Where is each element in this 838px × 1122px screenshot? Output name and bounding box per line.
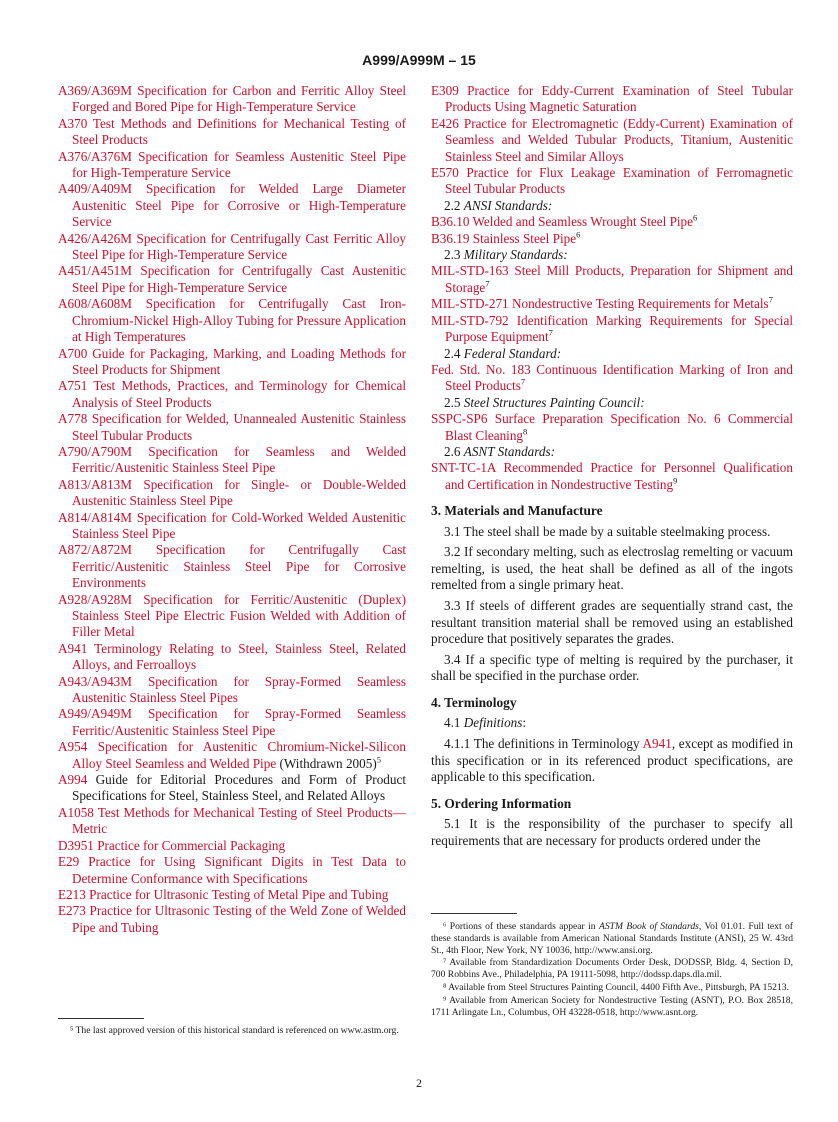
reference-entry bbox=[431, 263, 793, 296]
reference-title[interactable]: Specification for Welded Large Diameter Austenitic Steel Pipe for Corrosive or High-Temperature Service bbox=[72, 181, 406, 230]
federal-reference-list bbox=[431, 362, 793, 395]
reference-entry bbox=[58, 510, 406, 543]
reference-entry bbox=[431, 116, 793, 165]
reference-code-e570[interactable]: E570 bbox=[431, 165, 459, 181]
reference-title[interactable]: Stainless Steel Pipe bbox=[472, 230, 577, 246]
reference-code-a790-a790m[interactable]: A790/A790M bbox=[58, 443, 132, 459]
paragraph-3-2: 3.2 If secondary melting, such as electroslag remelting or vacuum remelting, is used, the heat shall be defined as all of the ingots remelted from a single primary heat. bbox=[431, 544, 793, 593]
reference-code-a370[interactable]: A370 bbox=[58, 115, 88, 131]
reference-code-a941[interactable]: A941 bbox=[58, 640, 88, 656]
footnote-left bbox=[58, 1025, 406, 1038]
footnote-marker[interactable]: 5 bbox=[376, 754, 381, 765]
reference-entry bbox=[58, 903, 406, 936]
reference-title[interactable]: Surface Preparation Specification No. 6 Commercial Blast Cleaning bbox=[445, 411, 794, 443]
military-reference-list bbox=[431, 263, 793, 345]
reference-entry bbox=[431, 411, 793, 444]
reference-title[interactable]: Specification for Single- or Double-Welded Austenitic Stainless Steel Pipe bbox=[72, 476, 406, 509]
footnote-marker[interactable]: 7 bbox=[768, 294, 773, 305]
paragraph-3-1: 3.1 The steel shall be made by a suitable steelmaking process. bbox=[444, 523, 771, 539]
reference-entry bbox=[58, 887, 406, 903]
reference-code-a376-a376m[interactable]: A376/A376M bbox=[58, 148, 132, 164]
reference-link-a941[interactable]: A941 bbox=[642, 735, 672, 751]
reference-entry bbox=[58, 149, 406, 182]
reference-entry bbox=[58, 444, 406, 477]
reference-entry bbox=[58, 542, 406, 591]
footnote-8: ⁸ Available from Steel Structures Painting Council, 4400 Fifth Ave., Pittsburgh, PA 15213. bbox=[443, 981, 789, 993]
reference-code-a778[interactable]: A778 bbox=[58, 411, 88, 427]
reference-code-a813-a813m[interactable]: A813/A813M bbox=[58, 476, 132, 492]
reference-title[interactable]: Practice for Ultrasonic Testing of the Weld Zone of Welded Pipe and Tubing bbox=[72, 903, 406, 935]
page-number: 2 bbox=[416, 1076, 422, 1090]
footnote-marker[interactable]: 6 bbox=[576, 229, 581, 240]
reference-title[interactable]: Nondestructive Testing Requirements for Metals bbox=[511, 296, 769, 312]
right-reference-list bbox=[431, 83, 793, 198]
reference-title[interactable]: Specification for Ferritic/Austenitic (Duplex) Stainless Steel Pipe Electric Fusion Welded with Addition of Filler Metal bbox=[72, 591, 406, 640]
reference-title[interactable]: Welded and Seamless Wrought Steel Pipe bbox=[472, 214, 694, 230]
subsection-heading-ansi: 2.2 ANSI Standards: bbox=[444, 197, 553, 213]
sspc-reference-list bbox=[431, 411, 793, 444]
reference-code-e309[interactable]: E309 bbox=[431, 83, 459, 98]
reference-title[interactable]: Specification for Seamless and Welded Ferritic/Austenitic Stainless Steel Pipe bbox=[72, 443, 406, 476]
paragraph-3-3: 3.3 If steels of different grades are sequentially strand cast, the resultant transition material shall be removed using an established procedure that positively separates the grades. bbox=[431, 597, 793, 647]
left-column bbox=[58, 83, 406, 936]
reference-entry bbox=[58, 641, 406, 674]
reference-title[interactable]: Practice for Flux Leakage Examination of Ferromagnetic Steel Tubular Products bbox=[445, 165, 793, 197]
reference-title[interactable]: Continuous Identification Marking of Iron and Steel Products bbox=[445, 361, 793, 394]
reference-code-mil-std-163[interactable]: MIL-STD-163 bbox=[431, 263, 509, 279]
section-heading-terminology: 4. Terminology bbox=[431, 694, 517, 710]
reference-title[interactable]: Practice for Ultrasonic Testing of Metal Pipe and Tubing bbox=[89, 886, 389, 902]
reference-entry bbox=[58, 592, 406, 641]
reference-entry bbox=[58, 674, 406, 707]
reference-code-mil-std-271[interactable]: MIL-STD-271 bbox=[431, 296, 509, 312]
reference-title[interactable]: Test Methods for Mechanical Testing of Steel Products—Metric bbox=[72, 804, 406, 837]
reference-title[interactable]: Specification for Welded, Unannealed Austenitic Stainless Steel Tubular Products bbox=[72, 411, 406, 443]
reference-code-a814-a814m[interactable]: A814/A814M bbox=[58, 509, 132, 525]
reference-title[interactable]: Practice for Electromagnetic (Eddy-Current) Examination of Seamless and Welded Tubular Products, Titanium, Austenitic Stainless Steel and Similar Alloys bbox=[445, 115, 794, 164]
reference-title[interactable]: Test Methods, Practices, and Terminology for Chemical Analysis of Steel Products bbox=[72, 378, 407, 410]
reference-title[interactable]: Specification for Centrifugally Cast Ferritic/Austenitic Stainless Steel Pipe for Corrosive Environments bbox=[72, 542, 407, 591]
footnote-7: ⁷ Available from Standardization Documents Order Desk, DODSSP, Bldg. 4, Section D, 700 Robbins Ave., Philadelphia, PA 19111-5098, http://dodssp.daps.dla.mil. bbox=[431, 957, 793, 981]
reference-title: Guide for Editorial Procedures and Form of Product Specifications for Steel, Stainless Steel, and Related Alloys bbox=[72, 772, 407, 804]
paragraph-4-1: 4.1 Definitions: bbox=[444, 715, 527, 731]
reference-entry bbox=[431, 296, 793, 312]
paragraph-5-1: 5.1 It is the responsibility of the purchaser to specify all requirements that are necessary for products ordered under the bbox=[431, 816, 793, 848]
reference-code-e273[interactable]: E273 bbox=[58, 903, 86, 919]
reference-code-a994[interactable]: A994 bbox=[58, 772, 88, 788]
reference-entry bbox=[58, 181, 406, 230]
reference-code-d3951[interactable]: D3951 bbox=[58, 837, 94, 853]
reference-entry bbox=[431, 231, 793, 247]
reference-entry bbox=[58, 706, 406, 739]
subsection-heading-federal: 2.4 Federal Standard: bbox=[444, 345, 562, 361]
reference-title[interactable]: Recommended Practice for Personnel Qualification and Certification in Nondestructive Testing bbox=[445, 460, 793, 492]
reference-entry bbox=[58, 83, 406, 116]
reference-code-a608-a608m[interactable]: A608/A608M bbox=[58, 296, 132, 312]
footnote-marker[interactable]: 6 bbox=[693, 212, 698, 223]
reference-title[interactable]: Specification for Carbon and Ferritic Alloy Steel Forged and Bored Pipe for High-Temperature Service bbox=[72, 83, 407, 115]
reference-entry bbox=[58, 739, 406, 772]
reference-code-a751[interactable]: A751 bbox=[58, 378, 88, 394]
asnt-reference-list bbox=[431, 460, 793, 493]
footnote-5: ⁵ The last approved version of this historical standard is referenced on www.astm.org. bbox=[70, 1025, 399, 1036]
reference-entry bbox=[58, 854, 406, 887]
reference-code-a451-a451m[interactable]: A451/A451M bbox=[58, 263, 132, 279]
reference-entry bbox=[431, 460, 793, 493]
reference-code-a954[interactable]: A954 bbox=[58, 739, 88, 755]
reference-title[interactable]: Specification for Centrifugally Cast Austenitic Steel Pipe for High-Temperature Service bbox=[72, 263, 406, 295]
reference-entry bbox=[431, 362, 793, 395]
reference-entry bbox=[58, 296, 406, 345]
reference-code-e426[interactable]: E426 bbox=[431, 115, 459, 131]
reference-code-a872-a872m[interactable]: A872/A872M bbox=[58, 542, 132, 558]
reference-entry bbox=[431, 165, 793, 198]
reference-title[interactable]: Guide for Packaging, Marking, and Loading Methods for Steel Products for Shipment bbox=[72, 345, 406, 377]
subsection-heading-asnt: 2.6 ASNT Standards: bbox=[444, 443, 556, 459]
footnote-rule-left bbox=[58, 1018, 144, 1019]
footnote-9: ⁹ Available from American Society for Nondestructive Testing (ASNT), P.O. Box 28518, 1711 Arlingate Ln., Columbus, OH 43228-0518, http://www.asnt.org. bbox=[431, 994, 793, 1018]
reference-title[interactable]: Terminology Relating to Steel, Stainless Steel, Related Alloys, and Ferroalloys bbox=[72, 640, 406, 673]
footnote-6: ⁶ Portions of these standards appear in ASTM Book of Standards, Vol 01.01. Full text of these standards is available from American National Standards Institute (ANSI), 25 W. 43rd St., 4th Floor, New York, NY 10036, http://www.ansi.org. bbox=[431, 921, 793, 956]
reference-code-a409-a409m[interactable]: A409/A409M bbox=[58, 181, 132, 197]
reference-entry bbox=[58, 116, 406, 149]
reference-code-e213[interactable]: E213 bbox=[58, 886, 86, 902]
reference-entry bbox=[58, 378, 406, 411]
right-column bbox=[431, 83, 793, 853]
reference-title[interactable]: Steel Mill Products, Preparation for Shipment and Storage bbox=[445, 263, 793, 295]
reference-code-a943-a943m[interactable]: A943/A943M bbox=[58, 673, 132, 689]
reference-code-e29[interactable]: E29 bbox=[58, 854, 80, 870]
footnote-marker[interactable]: 7 bbox=[520, 376, 526, 387]
reference-title[interactable]: Practice for Eddy-Current Examination of Steel Tubular Products Using Magnetic Saturation bbox=[445, 83, 794, 115]
reference-code-sspc-sp6[interactable]: SSPC-SP6 bbox=[431, 411, 488, 427]
reference-title[interactable]: Specification for Centrifugally Cast Iron-Chromium-Nickel High-Alloy Tubing for Pressure Application at High Temperatures bbox=[72, 296, 407, 345]
reference-entry bbox=[58, 477, 406, 510]
reference-entry bbox=[58, 231, 406, 264]
section-heading-materials: 3. Materials and Manufacture bbox=[431, 503, 603, 519]
reference-title[interactable]: Specification for Centrifugally Cast Ferritic Alloy Steel Pipe for High-Temperature Service bbox=[72, 230, 407, 263]
reference-entry bbox=[431, 313, 793, 346]
reference-title[interactable]: Specification for Seamless Austenitic Steel Pipe for High-Temperature Service bbox=[72, 148, 407, 181]
reference-entry bbox=[58, 805, 406, 838]
subsection-heading-sspc: 2.5 Steel Structures Painting Council: bbox=[444, 394, 645, 410]
footnote-marker[interactable]: 9 bbox=[673, 475, 678, 486]
reference-code-b36-19[interactable]: B36.19 bbox=[431, 230, 470, 246]
paragraph-3-4: 3.4 If a specific type of melting is required by the purchaser, it shall be specified in the purchase order. bbox=[431, 651, 793, 684]
paragraph-4-1-1: 4.1.1 The definitions in Terminology A941, except as modified in this specification or in its referenced product specifications, are applicable to this specification. bbox=[431, 735, 794, 785]
footnote-marker[interactable]: 7 bbox=[485, 278, 490, 289]
reference-entry bbox=[58, 772, 406, 805]
reference-code-a1058[interactable]: A1058 bbox=[58, 804, 94, 820]
reference-code-snt-tc-1a[interactable]: SNT-TC-1A bbox=[431, 460, 496, 476]
reference-withdrawn-note: (Withdrawn 2005) bbox=[279, 755, 377, 771]
reference-title[interactable]: Specification for Cold-Worked Welded Austenitic Stainless Steel Pipe bbox=[72, 509, 407, 541]
reference-title[interactable]: Identification Marking Requirements for Special Purpose Equipment bbox=[445, 312, 793, 345]
reference-code-a700[interactable]: A700 bbox=[58, 345, 88, 361]
reference-title[interactable]: Specification for Austenitic Chromium-Nickel-Silicon Alloy Steel Seamless and Welded Pipe bbox=[72, 739, 406, 771]
reference-code-a369-a369m[interactable]: A369/A369M bbox=[58, 83, 132, 98]
reference-title[interactable]: Test Methods and Definitions for Mechanical Testing of Steel Products bbox=[72, 115, 406, 148]
document-designation: A999/A999M – 15 bbox=[362, 52, 476, 68]
reference-entry bbox=[58, 838, 406, 854]
reference-code-fed-std-no-183[interactable]: Fed. Std. No. 183 bbox=[431, 361, 531, 377]
subsection-heading-military: 2.3 Military Standards: bbox=[444, 247, 568, 263]
reference-code-a426-a426m[interactable]: A426/A426M bbox=[58, 230, 132, 246]
reference-code-a949-a949m[interactable]: A949/A949M bbox=[58, 706, 132, 722]
footnote-marker[interactable]: 8 bbox=[523, 426, 528, 437]
ansi-reference-list bbox=[431, 214, 793, 247]
reference-entry bbox=[431, 214, 793, 230]
reference-entry bbox=[58, 411, 406, 444]
reference-title[interactable]: Practice for Commercial Packaging bbox=[97, 837, 286, 853]
reference-entry bbox=[58, 263, 406, 296]
reference-entry bbox=[58, 346, 406, 379]
reference-code-mil-std-792[interactable]: MIL-STD-792 bbox=[431, 312, 509, 328]
section-heading-ordering: 5. Ordering Information bbox=[431, 795, 572, 811]
reference-code-b36-10[interactable]: B36.10 bbox=[431, 214, 470, 230]
reference-title[interactable]: Specification for Spray-Formed Seamless Austenitic Stainless Steel Pipes bbox=[72, 673, 407, 706]
reference-code-a928-a928m[interactable]: A928/A928M bbox=[58, 591, 132, 607]
reference-entry bbox=[431, 83, 793, 116]
reference-title[interactable]: Practice for Using Significant Digits in Test Data to Determine Conformance with Specifications bbox=[72, 854, 407, 886]
reference-title[interactable]: Specification for Spray-Formed Seamless Ferritic/Austenitic Stainless Steel Pipe bbox=[72, 706, 407, 738]
footnote-marker[interactable]: 7 bbox=[548, 327, 553, 338]
footnote-rule-right bbox=[431, 913, 517, 914]
footnote-right bbox=[431, 921, 793, 1019]
